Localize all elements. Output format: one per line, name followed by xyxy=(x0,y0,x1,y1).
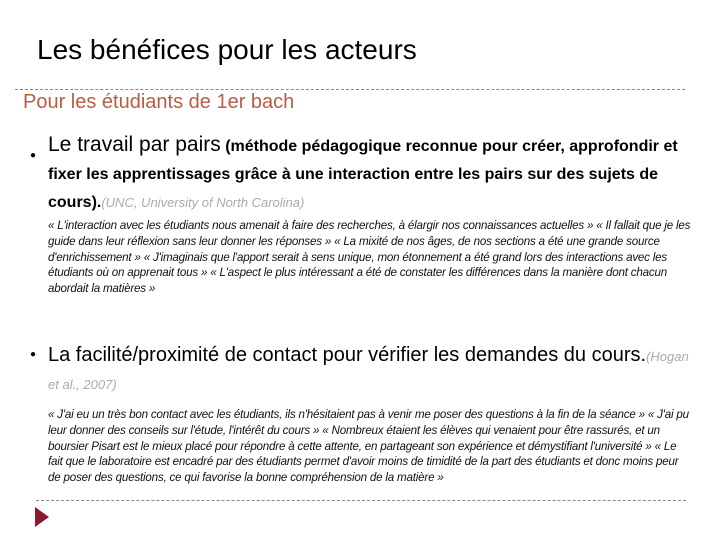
divider-bottom xyxy=(36,500,686,501)
play-arrow-icon[interactable] xyxy=(35,507,49,527)
section-subtitle: Pour les étudiants de 1er bach xyxy=(23,91,295,113)
bullet-icon: ● xyxy=(30,150,37,161)
citation: (UNC, University of North Carolina) xyxy=(101,195,305,210)
slide-title: Les bénéfices pour les acteurs xyxy=(37,34,417,65)
bullet-icon: ● xyxy=(30,349,37,360)
bullet-detail: (méthode pédagogique reconnue pour créer, approfondir et fixer les apprentissages grâce à une interaction entre les pairs sur des sujets de cours). xyxy=(48,138,678,211)
citation: (Hogan et al., 2007) xyxy=(48,349,689,392)
bullet-item-1 xyxy=(48,132,693,216)
bullet-item-2 xyxy=(48,342,693,398)
testimonial-quote: « J'ai eu un très bon contact avec les étudiants, ils n'hésitaient pas à venir me poser des questions à la fin de la séance » « J'ai pu leur donner des conseils sur l'étude, l'intérêt du cours » « Nombreux étaient les élèves qui venaient pour être rassurés, et un boursier Pisart est le mieux placé pour répondre à cette attente, en partageant son expérience et démystifiant l'université » « Le fait que le laboratoire est encadré par des étudiants permet d'avoir moins de timidité de la part des étudiants et donc moins peur de poser des questions, ce qui favorise la bonne compréhension de la matière » xyxy=(48,408,689,485)
bullet-heading: Le travail par pairs xyxy=(48,133,221,156)
bullet-heading: La facilité/proximité de contact pour vérifier les demandes du cours. xyxy=(48,344,647,366)
testimonial-quote: « L'interaction avec les étudiants nous amenait à faire des recherches, à élargir nos connaissances actuelles » « Il fallait que je les guide dans leur réflexion sans leur donner les réponses » « La mixité de nos âges, de nos sections a été une grande source d'enrichissement » « J'imaginais que l'apport serait à sens unique, mon étonnement a été grand lors des interactions avec les étudiants où on apprenait tous » « L'aspect le plus intéressant a été de constater les différences dans la manière dont chacun abordait la matières » xyxy=(48,219,691,296)
divider-top xyxy=(15,89,685,90)
